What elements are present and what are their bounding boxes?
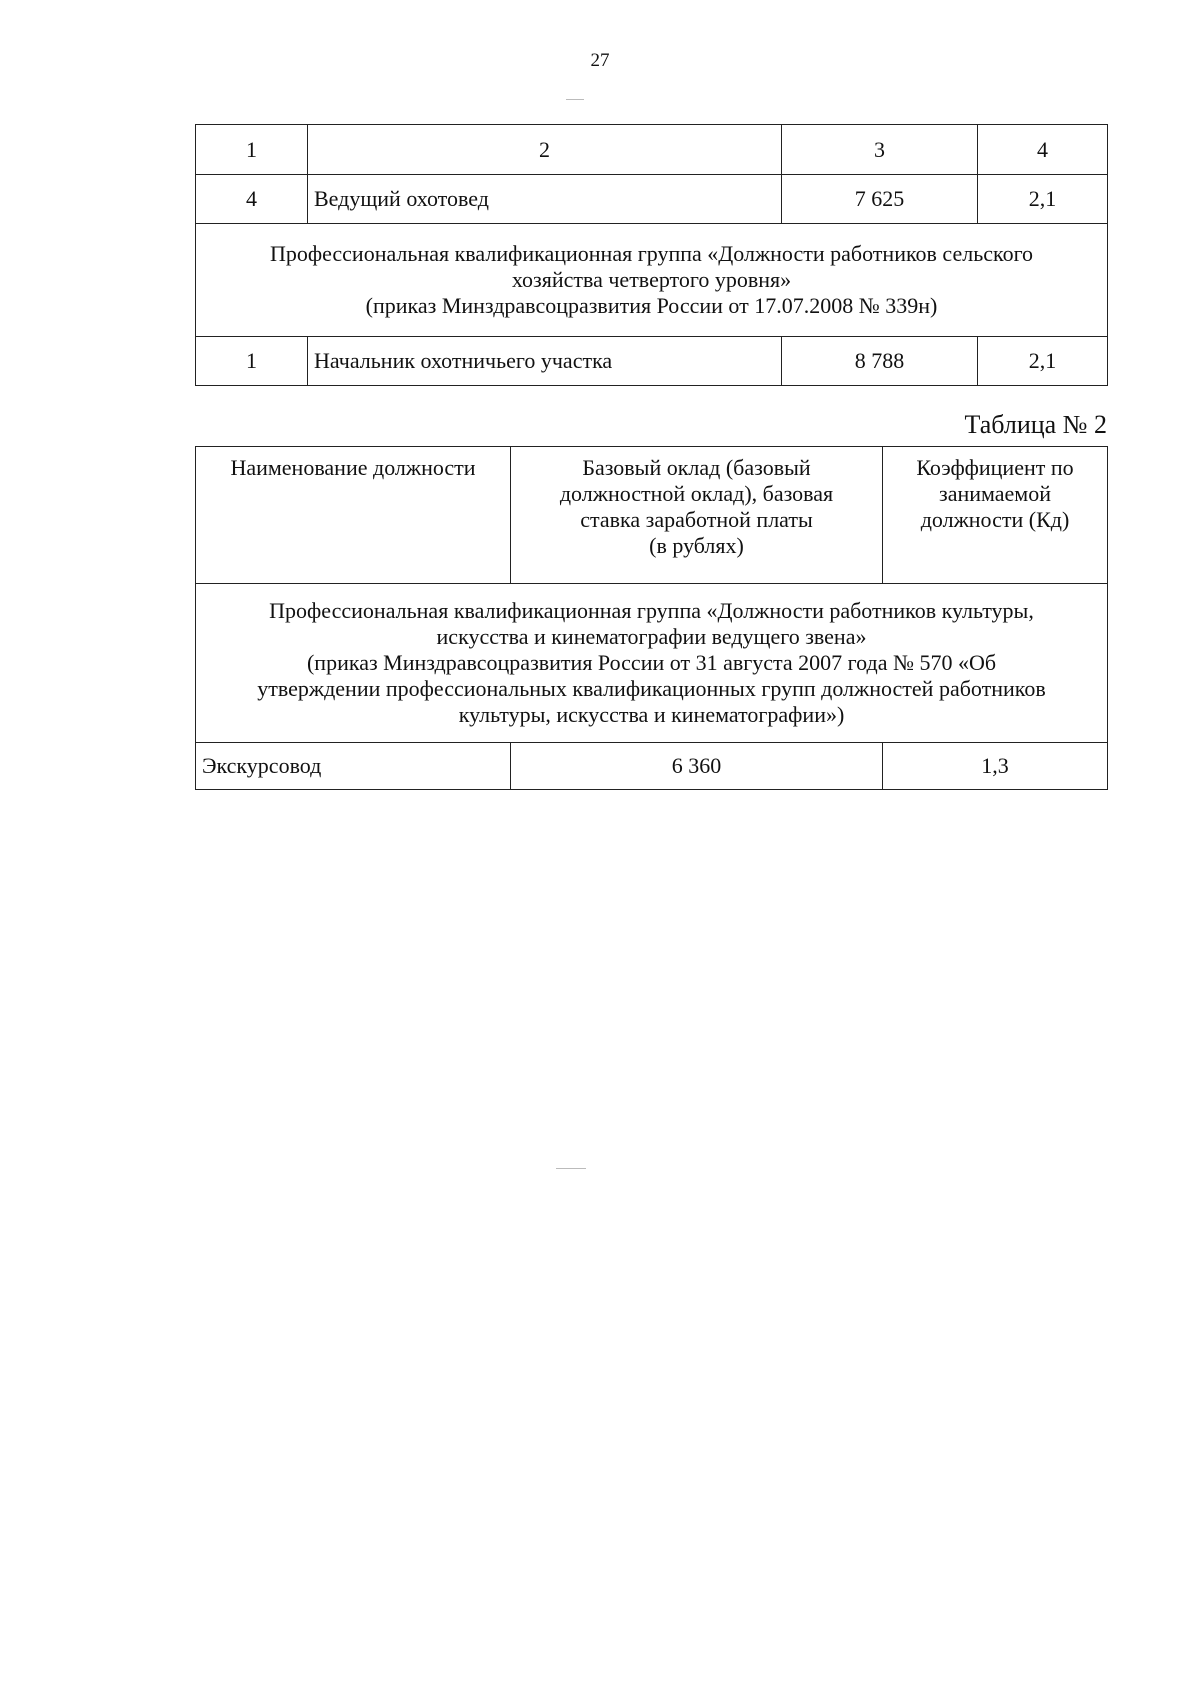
table-1-column-numbers: [196, 125, 1108, 175]
group-line: Профессиональная квалификационная группа «Должности работников культуры,: [269, 598, 1034, 623]
qualification-group-title: [196, 224, 1108, 337]
column-number: 4: [978, 125, 1108, 175]
coefficient: 1,3: [883, 743, 1108, 790]
header-base-salary: [511, 447, 883, 584]
page-number: 27: [590, 50, 610, 71]
position-name: Ведущий охотовед: [308, 175, 782, 224]
header-line: Наименование должности: [230, 455, 476, 480]
qualification-group-title: [196, 584, 1108, 743]
header-line: Базовый оклад (базовый: [582, 455, 811, 480]
table-2-caption: Таблица № 2: [964, 410, 1107, 439]
group-line: Профессиональная квалификационная группа «Должности работников сельского: [269, 241, 1034, 266]
header-line: должности (Кд): [920, 507, 1070, 532]
header-position-name: [196, 447, 511, 584]
qualification-group-row: [196, 224, 1108, 337]
table-row: [196, 743, 1108, 790]
group-line: культуры, искусства и кинематографии»): [458, 702, 845, 727]
column-number: 2: [308, 125, 782, 175]
coefficient: 2,1: [978, 175, 1108, 224]
group-line: искусства и кинематографии ведущего звена»: [436, 624, 867, 649]
group-line: (приказ Минздравсоцразвития России от 31 августа 2007 года № 570 «Об: [306, 650, 997, 675]
table-row: [196, 175, 1108, 224]
table-2-header: [196, 447, 1108, 584]
header-line: должностной оклад), базовая: [559, 481, 834, 506]
group-line: утверждении профессиональных квалификационных групп должностей работников: [257, 676, 1046, 701]
table-2: [195, 446, 1108, 790]
base-salary: 6 360: [511, 743, 883, 790]
header-line: (в рублях): [649, 533, 744, 558]
position-name: Начальник охотничьего участка: [308, 337, 782, 386]
coefficient: 2,1: [978, 337, 1108, 386]
qualification-group-row: [196, 584, 1108, 743]
scan-artifact: [566, 99, 584, 100]
header-line: Коэффициент по: [916, 455, 1074, 480]
scan-artifact: [556, 1168, 586, 1169]
row-number: 4: [196, 175, 308, 224]
header-coefficient: [883, 447, 1108, 584]
row-number: 1: [196, 337, 308, 386]
table-1: [195, 124, 1108, 386]
position-name: Экскурсовод: [196, 743, 511, 790]
group-line: (приказ Минздравсоцразвития России от 17.07.2008 № 339н): [365, 293, 938, 318]
table-row: [196, 337, 1108, 386]
column-number: 1: [196, 125, 308, 175]
column-number: 3: [782, 125, 978, 175]
base-salary: 7 625: [782, 175, 978, 224]
base-salary: 8 788: [782, 337, 978, 386]
header-line: занимаемой: [939, 481, 1051, 506]
group-line: хозяйства четвертого уровня»: [511, 267, 792, 292]
header-line: ставка заработной платы: [580, 507, 813, 532]
